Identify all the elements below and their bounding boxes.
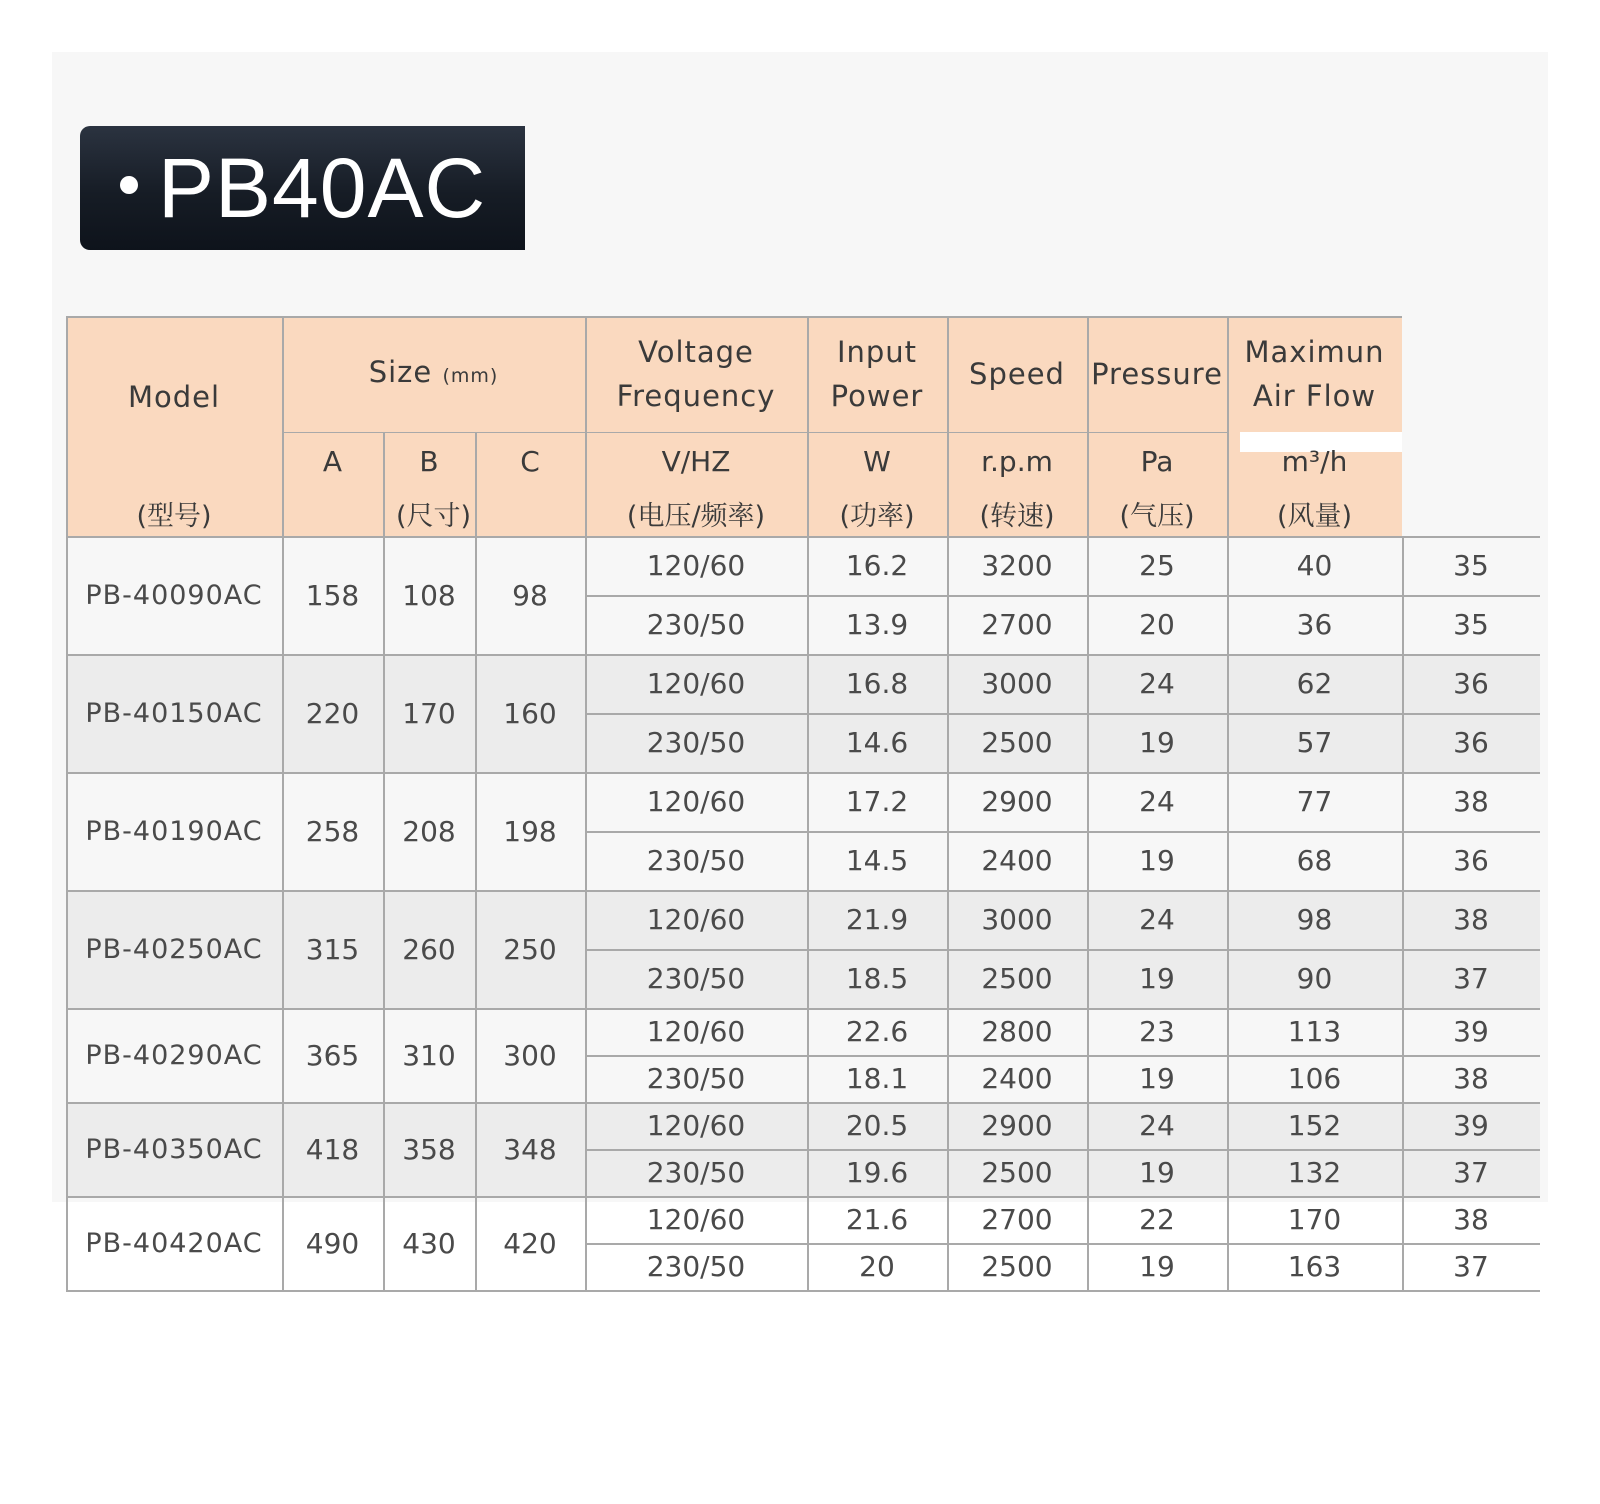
power-cell: 20.5 [845, 1109, 909, 1142]
header-speed: Speed [969, 357, 1065, 391]
voltage-cell: 230/50 [646, 844, 746, 877]
voltage-cell: 230/50 [646, 726, 746, 759]
pressure-cell: 24 [1139, 667, 1175, 700]
extra-value-cell: 37 [1453, 1250, 1489, 1283]
header-cn-airflow: (风量) [1276, 500, 1353, 532]
header-cn-speed: (转速) [979, 500, 1055, 532]
voltage-cell: 120/60 [646, 667, 746, 700]
model-cell: PB-40420AC [85, 1227, 263, 1259]
header-unit-power: W [863, 444, 891, 478]
pressure-cell: 19 [1139, 1156, 1175, 1189]
size-b-cell: 208 [402, 814, 456, 848]
pressure-cell: 22 [1139, 1203, 1175, 1236]
speed-cell: 2700 [981, 608, 1053, 641]
power-cell: 13.9 [845, 608, 909, 641]
airflow-cell: 132 [1287, 1156, 1342, 1189]
pressure-cell: 24 [1139, 1109, 1175, 1142]
size-a-cell: 158 [305, 578, 360, 612]
airflow-cell: 77 [1296, 785, 1333, 818]
airflow-cell: 98 [1296, 903, 1333, 936]
header-unit-voltage: V/HZ [661, 444, 731, 478]
size-a-cell: 490 [305, 1226, 360, 1260]
extra-value-cell: 39 [1453, 1109, 1489, 1142]
speed-cell: 2400 [981, 1062, 1053, 1095]
extra-value-cell: 35 [1453, 549, 1489, 582]
header-col-b: B [419, 444, 439, 478]
extra-value-cell: 38 [1453, 785, 1489, 818]
header-unit-pressure: Pa [1140, 444, 1174, 478]
table-bottom-border [66, 1290, 1540, 1292]
header-cn-voltage: (电压/频率) [626, 500, 766, 532]
voltage-cell: 120/60 [646, 1015, 746, 1048]
extra-value-cell: 39 [1453, 1015, 1489, 1048]
voltage-cell: 120/60 [646, 903, 746, 936]
title-badge [80, 126, 525, 250]
size-c-cell: 348 [503, 1132, 557, 1166]
header-col-a: A [322, 444, 343, 478]
extra-value-cell: 36 [1453, 844, 1489, 877]
pressure-cell: 24 [1139, 903, 1175, 936]
size-b-cell: 358 [402, 1132, 456, 1166]
power-cell: 20 [859, 1250, 895, 1283]
airflow-cell: 163 [1287, 1250, 1342, 1283]
power-cell: 18.1 [845, 1062, 909, 1095]
speed-cell: 2500 [981, 726, 1053, 759]
speed-cell: 3000 [981, 903, 1053, 936]
airflow-cell: 36 [1296, 608, 1333, 641]
pressure-cell: 19 [1139, 844, 1175, 877]
size-c-cell: 160 [503, 696, 557, 730]
header-input-power: Input Power [830, 335, 924, 413]
header-model: Model [127, 380, 221, 414]
size-a-cell: 220 [305, 696, 360, 730]
power-cell: 17.2 [845, 785, 909, 818]
speed-cell: 2900 [981, 785, 1053, 818]
pressure-cell: 24 [1139, 785, 1175, 818]
pressure-cell: 19 [1139, 962, 1175, 995]
header-size: Size (mm) [368, 355, 499, 389]
speed-cell: 2500 [981, 1156, 1053, 1189]
airflow-cell: 68 [1296, 844, 1333, 877]
extra-value-cell: 37 [1453, 1156, 1489, 1189]
size-a-cell: 365 [305, 1038, 360, 1072]
size-b-cell: 170 [402, 696, 456, 730]
airflow-cell: 62 [1296, 667, 1333, 700]
header-cn-size: (尺寸) [395, 500, 472, 532]
extra-value-cell: 36 [1453, 726, 1489, 759]
speed-cell: 2700 [981, 1203, 1053, 1236]
bullet-dot-icon [120, 176, 138, 194]
extra-value-cell: 38 [1453, 1062, 1489, 1095]
header-cn-model: (型号) [136, 500, 212, 532]
airflow-cell: 40 [1296, 549, 1333, 582]
airflow-cell: 57 [1296, 726, 1333, 759]
voltage-cell: 230/50 [646, 1250, 746, 1283]
power-cell: 21.6 [845, 1203, 909, 1236]
size-c-cell: 300 [503, 1038, 557, 1072]
speed-cell: 3200 [981, 549, 1053, 582]
size-c-cell: 250 [503, 932, 557, 966]
size-a-cell: 258 [305, 814, 360, 848]
size-b-cell: 310 [402, 1038, 456, 1072]
voltage-cell: 230/50 [646, 1156, 746, 1189]
speed-cell: 2900 [981, 1109, 1053, 1142]
voltage-cell: 120/60 [646, 1109, 746, 1142]
pressure-cell: 23 [1139, 1015, 1175, 1048]
pressure-cell: 19 [1139, 1250, 1175, 1283]
header-col-c: C [520, 444, 540, 478]
power-cell: 18.5 [845, 962, 909, 995]
header-voltage: Voltage Frequency [616, 335, 776, 413]
model-cell: PB-40150AC [85, 697, 263, 729]
power-cell: 14.6 [845, 726, 909, 759]
power-cell: 19.6 [845, 1156, 909, 1189]
power-cell: 21.9 [845, 903, 909, 936]
size-c-cell: 420 [503, 1226, 557, 1260]
voltage-cell: 230/50 [646, 1062, 746, 1095]
power-cell: 16.8 [845, 667, 909, 700]
pressure-cell: 25 [1139, 549, 1175, 582]
size-b-cell: 108 [402, 578, 456, 612]
header-max-airflow: Maximun Air Flow [1244, 335, 1385, 413]
airflow-cell: 106 [1287, 1062, 1342, 1095]
extra-value-cell: 37 [1453, 962, 1489, 995]
voltage-cell: 230/50 [646, 608, 746, 641]
speed-cell: 3000 [981, 667, 1053, 700]
extra-value-cell: 36 [1453, 667, 1489, 700]
speed-cell: 2800 [981, 1015, 1053, 1048]
model-cell: PB-40290AC [85, 1039, 263, 1071]
pressure-cell: 19 [1139, 726, 1175, 759]
size-a-cell: 315 [305, 932, 360, 966]
voltage-cell: 230/50 [646, 962, 746, 995]
header-cn-power: (功率) [839, 500, 915, 532]
model-cell: PB-40250AC [85, 933, 263, 965]
header-unit-speed: r.p.m [981, 444, 1053, 478]
voltage-cell: 120/60 [646, 549, 746, 582]
speed-cell: 2400 [981, 844, 1053, 877]
power-cell: 22.6 [845, 1015, 909, 1048]
size-a-cell: 418 [305, 1132, 360, 1166]
header-cn-pressure: (气压) [1119, 500, 1195, 532]
pressure-cell: 20 [1139, 608, 1175, 641]
power-cell: 14.5 [845, 844, 909, 877]
size-c-cell: 98 [512, 578, 548, 612]
speed-cell: 2500 [981, 1250, 1053, 1283]
model-cell: PB-40190AC [85, 815, 263, 847]
pressure-cell: 19 [1139, 1062, 1175, 1095]
size-b-cell: 430 [402, 1226, 456, 1260]
airflow-cell: 170 [1287, 1203, 1342, 1236]
airflow-cell: 113 [1287, 1015, 1342, 1048]
speed-cell: 2500 [981, 962, 1053, 995]
extra-value-cell: 38 [1453, 903, 1489, 936]
extra-value-cell: 35 [1453, 608, 1489, 641]
airflow-cell: 90 [1296, 962, 1333, 995]
extra-value-cell: 38 [1453, 1203, 1489, 1236]
header-unit-airflow: m³/h [1281, 444, 1348, 478]
airflow-cell: 152 [1287, 1109, 1342, 1142]
model-cell: PB-40350AC [85, 1133, 263, 1165]
power-cell: 16.2 [845, 549, 909, 582]
voltage-cell: 120/60 [646, 785, 746, 818]
model-cell: PB-40090AC [85, 579, 263, 611]
size-c-cell: 198 [503, 814, 557, 848]
size-b-cell: 260 [402, 932, 456, 966]
voltage-cell: 120/60 [646, 1203, 746, 1236]
page-title: PB40AC [158, 140, 487, 235]
header-pressure: Pressure [1091, 357, 1223, 391]
